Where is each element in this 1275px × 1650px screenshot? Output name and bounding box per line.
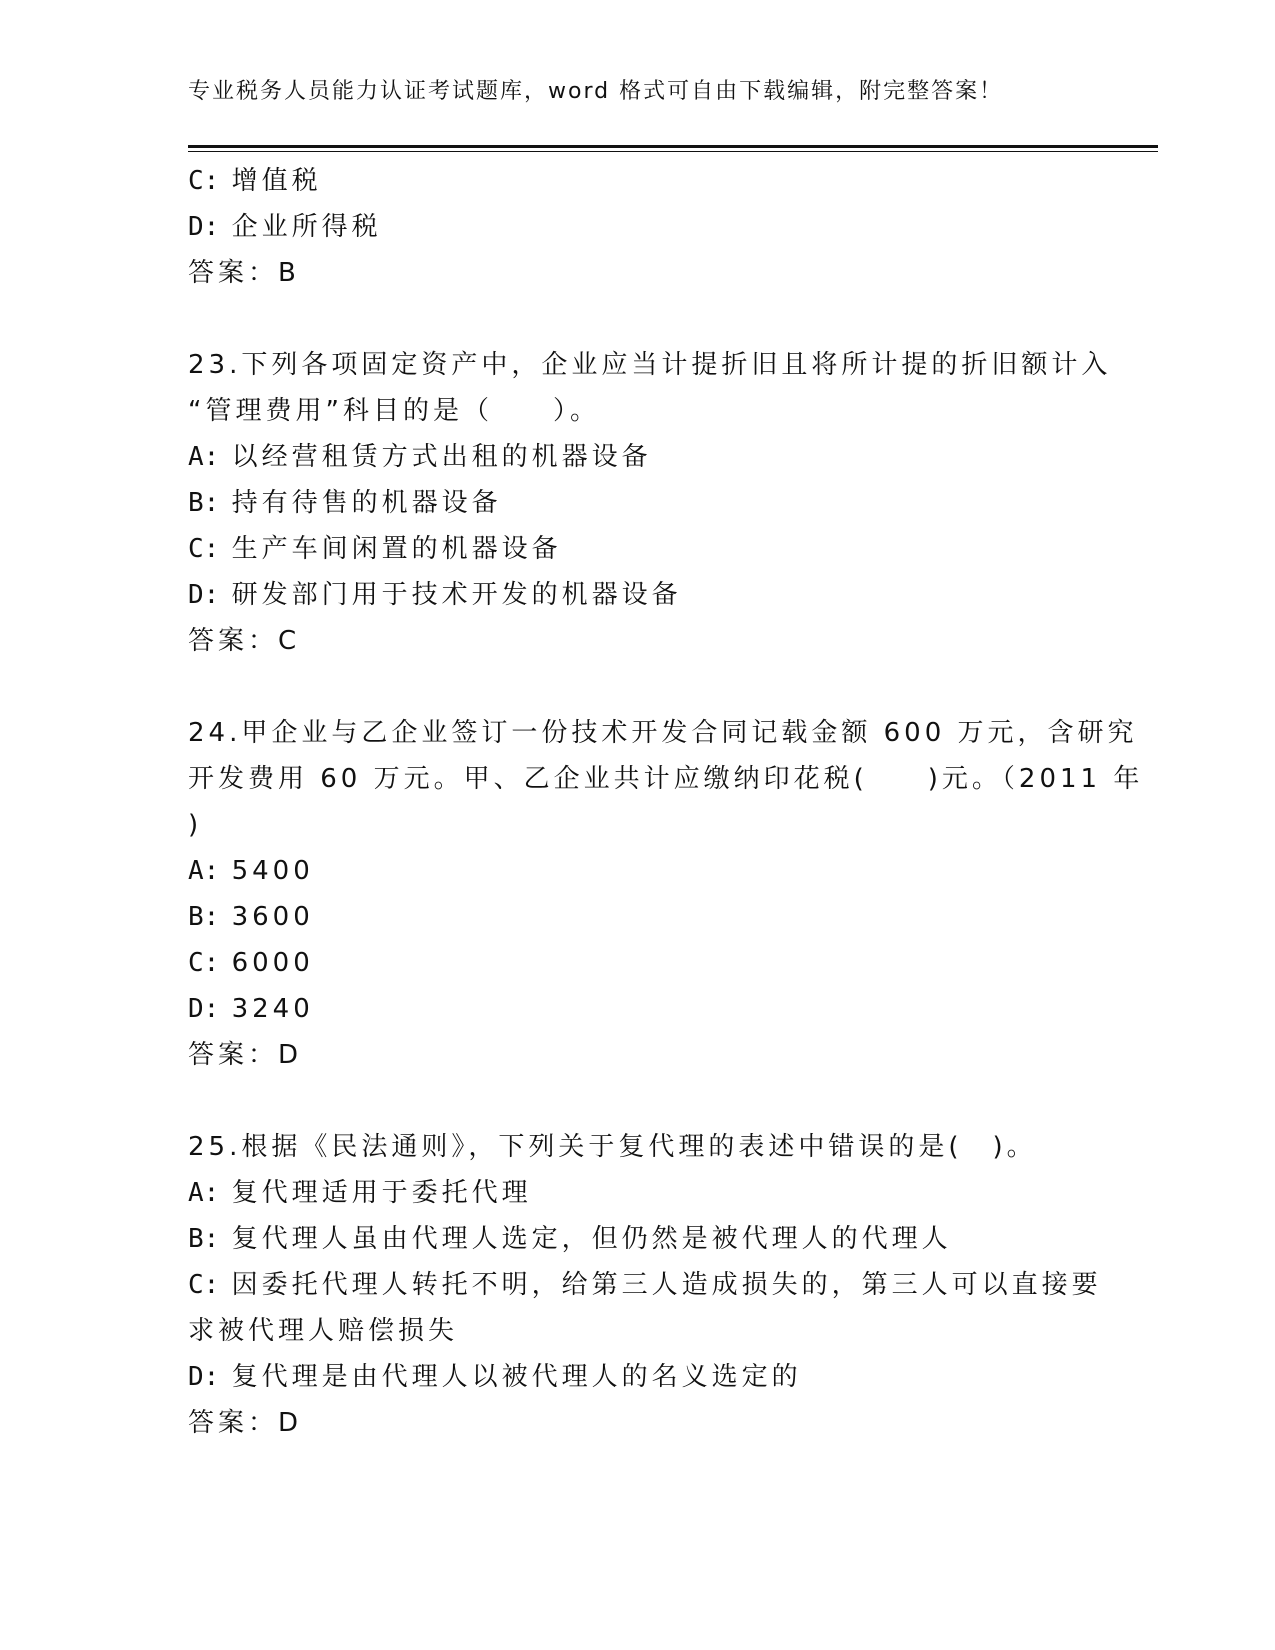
- option-label: C:: [188, 166, 220, 196]
- option-label: B:: [188, 1224, 220, 1254]
- option-label: D:: [188, 994, 220, 1024]
- question-text: 24.甲企业与乙企业签订一份技术开发合同记载金额 600 万元，含研究: [188, 718, 1138, 748]
- option-text: 以经营租赁方式出租的机器设备: [231, 442, 652, 472]
- question-22: [188, 158, 1088, 296]
- option-c: [188, 526, 1088, 572]
- option-label: D:: [188, 1362, 220, 1392]
- option-label: A:: [188, 442, 220, 472]
- spacer: [188, 296, 1088, 342]
- option-label: D:: [188, 580, 220, 610]
- question-text: ): [188, 810, 203, 840]
- option-label: A:: [188, 1178, 220, 1208]
- question-list: [188, 158, 1144, 1446]
- option-text: 研发部门用于技术开发的机器设备: [231, 580, 682, 610]
- option-text: 复代理适用于委托代理: [231, 1178, 532, 1208]
- option-d: [188, 1354, 1088, 1400]
- option-c: [188, 158, 1088, 204]
- question-text: 25.根据《民法通则》，下列关于复代理的表述中错误的是( )。: [188, 1132, 1037, 1162]
- option-a: [188, 434, 1088, 480]
- option-label: A:: [188, 856, 220, 886]
- question-text: 23.下列各项固定资产中，企业应当计提折旧且将所计提的折旧额计入: [188, 350, 1112, 380]
- spacer: [188, 664, 1088, 710]
- spacer: [188, 1078, 1088, 1124]
- option-text: 复代理是由代理人以被代理人的名义选定的: [231, 1362, 802, 1392]
- option-text: 因委托代理人转托不明，给第三人造成损失的，第三人可以直接要: [231, 1270, 1102, 1300]
- page-header-title: 专业税务人员能力认证考试题库，word 格式可自由下载编辑，附完整答案！: [188, 79, 1004, 104]
- option-text: 5400: [231, 856, 314, 886]
- option-text: 3600: [231, 902, 314, 932]
- option-text: 复代理人虽由代理人选定，但仍然是被代理人的代理人: [231, 1224, 952, 1254]
- answer: 答案：C: [188, 626, 301, 656]
- option-b: [188, 894, 1088, 940]
- option-c: [188, 1262, 1102, 1308]
- option-c-continuation: 求被代理人赔偿损失: [188, 1316, 459, 1346]
- option-d: [188, 204, 1088, 250]
- option-c: [188, 940, 1088, 986]
- option-label: D:: [188, 212, 220, 242]
- option-text: 持有待售的机器设备: [231, 488, 502, 518]
- option-text: 增值税: [231, 166, 322, 196]
- answer: 答案：B: [188, 258, 300, 288]
- option-text: 6000: [231, 948, 314, 978]
- option-b: [188, 1216, 1088, 1262]
- question-25: [188, 1124, 1102, 1446]
- option-label: C:: [188, 948, 220, 978]
- option-text: 生产车间闲置的机器设备: [231, 534, 562, 564]
- option-d: [188, 986, 1088, 1032]
- header-divider: [188, 145, 1158, 148]
- option-a: [188, 1170, 1088, 1216]
- question-text: 开发费用 60 万元。甲、乙企业共计应缴纳印花税( )元。（2011 年: [188, 764, 1144, 794]
- option-a: [188, 848, 1088, 894]
- option-label: B:: [188, 488, 220, 518]
- question-23: [188, 342, 1112, 664]
- answer: 答案：D: [188, 1040, 303, 1070]
- answer: 答案：D: [188, 1408, 303, 1438]
- question-24: [188, 710, 1144, 1078]
- question-text: “管理费用”科目的是（ ）。: [188, 396, 600, 426]
- option-label: C:: [188, 1270, 220, 1300]
- option-text: 企业所得税: [231, 212, 382, 242]
- header-divider-thin: [188, 151, 1158, 152]
- option-label: C:: [188, 534, 220, 564]
- option-b: [188, 480, 1088, 526]
- option-label: B:: [188, 902, 220, 932]
- option-text: 3240: [231, 994, 314, 1024]
- option-d: [188, 572, 1088, 618]
